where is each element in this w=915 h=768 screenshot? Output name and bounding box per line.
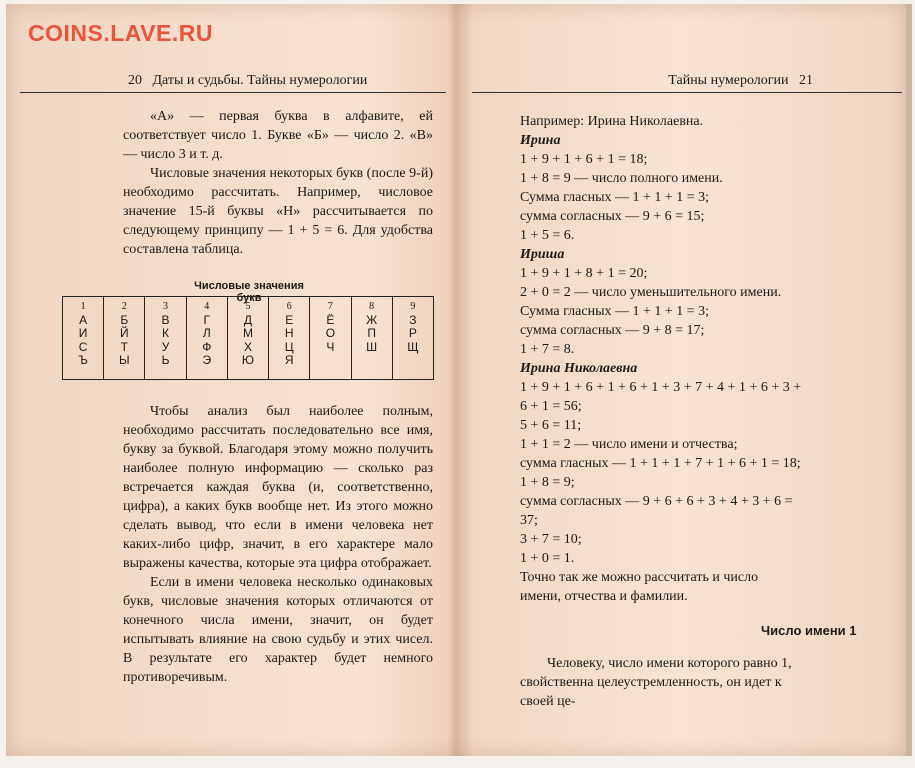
calc-line: сумма согласных — 9 + 8 = 17; [520, 323, 705, 338]
right-header-rule [472, 92, 902, 93]
table-letter: К [162, 326, 170, 340]
calc-line: 3 + 7 = 10; [520, 532, 582, 547]
calc-line: сумма гласных — 1 + 1 + 1 + 7 + 1 + 6 + 1 = 18; [520, 456, 801, 471]
paragraph: Чтобы анализ был наиболее полным, необходимо рассчитать последовательно все имя, букву за буквой. Благодаря этому можно получить наиболее полную информацию — сколько раз встречается каждая буква (и, соответственно, цифра), а каких букв вообще нет. Из этого можно сделать вывод, что если в имени человека нет каких-либо цифр, значит, в его характере мало выражены качества, которые эта цифра отображает. [123, 404, 433, 571]
calc-line: 2 + 0 = 2 — число уменьшительного имени. [520, 285, 782, 300]
table-cell [186, 297, 227, 380]
table-letter: Д [243, 312, 253, 327]
table-letter: В [161, 312, 170, 327]
table-cell [104, 297, 145, 380]
example-name: Ирина [520, 133, 561, 148]
table-letter: О [325, 326, 336, 340]
paragraph: Если в имени человека несколько одинаковых букв, числовые значения которых отличаются от конечного числа имени, значит, он будет испытывать влияние на свою судьбу и этих чисел. В результате его характер будет немного противоречивым. [123, 575, 433, 685]
calc-line: 1 + 0 = 1. [520, 551, 575, 566]
table-cell [392, 297, 433, 380]
table-number: 4 [204, 301, 210, 312]
letter-values-table [62, 296, 434, 380]
right-page-final [520, 654, 802, 711]
calc-line: 1 + 9 + 1 + 6 + 1 + 6 + 1 + 3 + 7 + 4 + 1 + 6 + 3 + 6 + 1 = 56; [520, 380, 802, 414]
table-letter: Э [202, 353, 212, 367]
table-letter: С [78, 339, 88, 354]
table-number: 2 [121, 301, 127, 312]
calc-line: 1 + 5 = 6. [520, 228, 575, 243]
table-letter: Г [203, 312, 211, 327]
calc-line: сумма согласных — 9 + 6 = 15; [520, 209, 705, 224]
left-header-rule [20, 92, 446, 93]
right-page-header: Тайны нумерологии 21 [668, 73, 813, 88]
book-spread [6, 4, 912, 756]
left-page-body [123, 107, 433, 259]
table-title: Числовые значения букв [194, 280, 304, 304]
calc-line: 1 + 8 = 9; [520, 475, 575, 490]
table-letter: Ц [284, 339, 294, 354]
calc-line: Сумма гласных — 1 + 1 + 1 = 3; [520, 190, 710, 205]
table-letter: Х [243, 339, 252, 354]
table-letter: Л [202, 326, 211, 340]
left-page-body-lower [123, 402, 433, 687]
paragraph: «А» — первая буква в алфавите, ей соответствует число 1. Букве «Б» — число 2. «В» — число 3 и т. д. [123, 109, 433, 162]
calc-line: Сумма гласных — 1 + 1 + 1 = 3; [520, 304, 710, 319]
table-letter: Ь [161, 353, 170, 367]
table-cell [310, 297, 351, 380]
paragraph: Человеку, число имени которого равно 1, свойственна целеустремленность, он идет к своей це- [520, 656, 792, 709]
table-letter: Ш [366, 339, 378, 354]
calc-line: 1 + 8 = 9 — число полного имени. [520, 171, 723, 186]
table-letter: Ю [241, 353, 255, 367]
table-letter: Б [120, 312, 129, 327]
section-title: Число имени 1 [761, 623, 857, 638]
calc-line: Например: Ирина Николаевна. [520, 114, 704, 129]
table-number: 7 [327, 301, 333, 312]
table-letter: Ё [326, 312, 335, 327]
table-letter: Ы [119, 353, 130, 367]
table-letter: А [79, 312, 88, 327]
calc-line: 5 + 6 = 11; [520, 418, 582, 433]
example-name: Ирина Николаевна [520, 361, 638, 376]
example-name: Ириша [520, 247, 565, 262]
table-letter: Ф [202, 339, 212, 354]
calc-line: 1 + 1 = 2 — число имени и отчества; [520, 437, 738, 452]
table-cell [63, 297, 104, 380]
table-number: 5 [245, 301, 251, 312]
table-number: 6 [286, 301, 292, 312]
table-cell [145, 297, 186, 380]
table-number: 8 [369, 301, 375, 312]
right-page-body [520, 112, 802, 606]
table-letter: И [78, 326, 88, 340]
table-letter: Ъ [78, 353, 88, 367]
calc-line: сумма согласных — 9 + 6 + 6 + 3 + 4 + 3 + 6 = 37; [520, 494, 793, 528]
table-number: 9 [410, 301, 416, 312]
table-letter: Й [120, 326, 129, 340]
calc-line: 1 + 7 = 8. [520, 342, 575, 357]
table-letter: Н [284, 326, 294, 340]
table-letter: Е [285, 312, 294, 327]
table-cell [227, 297, 268, 380]
table-letter: З [409, 312, 417, 327]
watermark: COINS.LAVE.RU [28, 20, 213, 46]
table-letter: У [161, 339, 170, 354]
table-number: 3 [163, 301, 169, 312]
table-letter: Р [408, 326, 417, 340]
calc-line: 1 + 9 + 1 + 6 + 1 = 18; [520, 152, 648, 167]
table-cell [269, 297, 310, 380]
table-cell [351, 297, 392, 380]
table-letter: Ж [366, 312, 378, 327]
table-number: 1 [80, 301, 86, 312]
calc-line: 1 + 9 + 1 + 8 + 1 = 20; [520, 266, 648, 281]
table-letter: П [367, 326, 376, 340]
left-page-header: 20 Даты и судьбы. Тайны нумерологии [128, 73, 368, 88]
calc-line: Точно так же можно рассчитать и число имени, отчества и фамилии. [520, 570, 759, 604]
table-letter: Ч [326, 339, 335, 354]
table-letter: Щ [407, 339, 419, 354]
table-letter: Т [120, 339, 128, 354]
table-letter: Я [284, 353, 294, 367]
paragraph: Числовые значения некоторых букв (после 9-й) необходимо рассчитать. Например, числовое значение 15-й буквы «Н» рассчитывается по следующему принципу — 1 + 5 = 6. Для удобства составлена таблица. [123, 166, 433, 257]
table-letter: М [242, 326, 253, 340]
